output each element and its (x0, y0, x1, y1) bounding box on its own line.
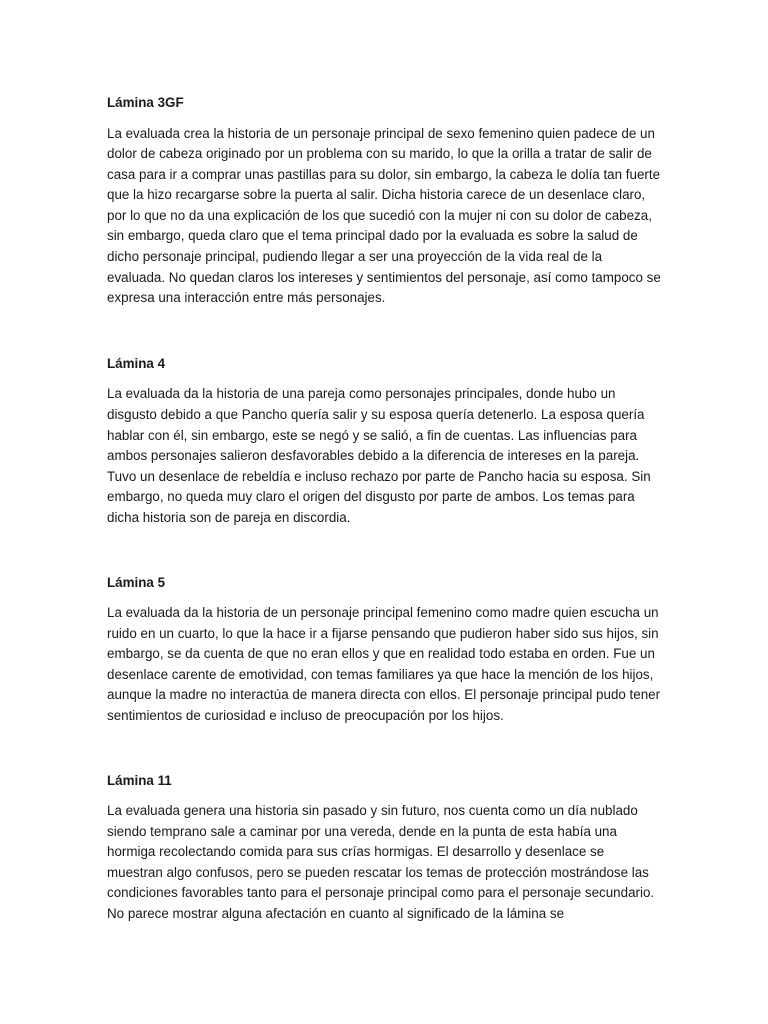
section-lamina-4 (107, 354, 663, 529)
document-page (107, 93, 663, 925)
section-lamina-11 (107, 771, 663, 925)
section-lamina-5 (107, 573, 663, 727)
section-paragraph: La evaluada crea la historia de un personaje principal de sexo femenino quien padece de un dolor de cabeza originado por un problema con su marido, lo que la orilla a tratar de salir de casa para ir a comprar unas pastillas para su dolor, sin embargo, la cabeza le dolía tan fuerte que la hizo recargarse sobre la puerta al salir. Dicha historia carece de un desenlace claro, por lo que no da una explicación de los que sucedió con la mujer ni con su dolor de cabeza, sin embargo, queda claro que el tema principal dado por la evaluada es sobre la salud de dicho personaje principal, pudiendo llegar a ser una proyección de la vida real de la evaluada. No quedan claros los intereses y sentimientos del personaje, así como tampoco se expresa una interacción entre más personajes. (107, 125, 661, 306)
section-paragraph: La evaluada genera una historia sin pasado y sin futuro, nos cuenta como un día nublado siendo temprano sale a caminar por una vereda, dende en la punta de esta había una hormiga recolectando comida para sus crías hormigas. El desarrollo y desenlace se muestran algo confusos, pero se pueden rescatar los temas de protección mostrándose las condiciones favorables tanto para el personaje principal como para el personaje secundario. No parece mostrar alguna afectación en cuanto al significado de la lámina se (107, 803, 655, 922)
section-heading: Lámina 11 (107, 772, 172, 788)
section-heading: Lámina 4 (107, 355, 166, 371)
section-heading: Lámina 5 (107, 574, 166, 590)
section-paragraph: La evaluada da la historia de un personaje principal femenino como madre quien escucha un ruido en un cuarto, lo que la hace ir a fijarse pensando que pudieron haber sido sus hijos, sin embargo, se da cuenta de que no eran ellos y que en realidad todo estaba en orden. Fue un desenlace carente de emotividad, con temas familiares ya que hace la mención de los hijos, aunque la madre no interactúa de manera directa con ellos. El personaje principal pudo tener sentimientos de curiosidad e incluso de preocupación por los hijos. (107, 605, 661, 723)
section-lamina-3gf (107, 93, 663, 309)
section-heading: Lámina 3GF (107, 95, 184, 110)
section-paragraph: La evaluada da la historia de una pareja como personajes principales, donde hubo un disgusto debido a que Pancho quería salir y su esposa quería detenerlo. La esposa quería hablar con él, sin embargo, este se negó y se salió, a fin de cuentas. Las influencias para ambos personajes salieron desfavorables debido a la diferencia de intereses en la pareja. Tuvo un desenlace de rebeldía e incluso rechazo por parte de Pancho hacia su esposa. Sin embargo, no queda muy claro el origen del disgusto por parte de ambos. Los temas para dicha historia son de pareja en discordia. (107, 386, 651, 525)
